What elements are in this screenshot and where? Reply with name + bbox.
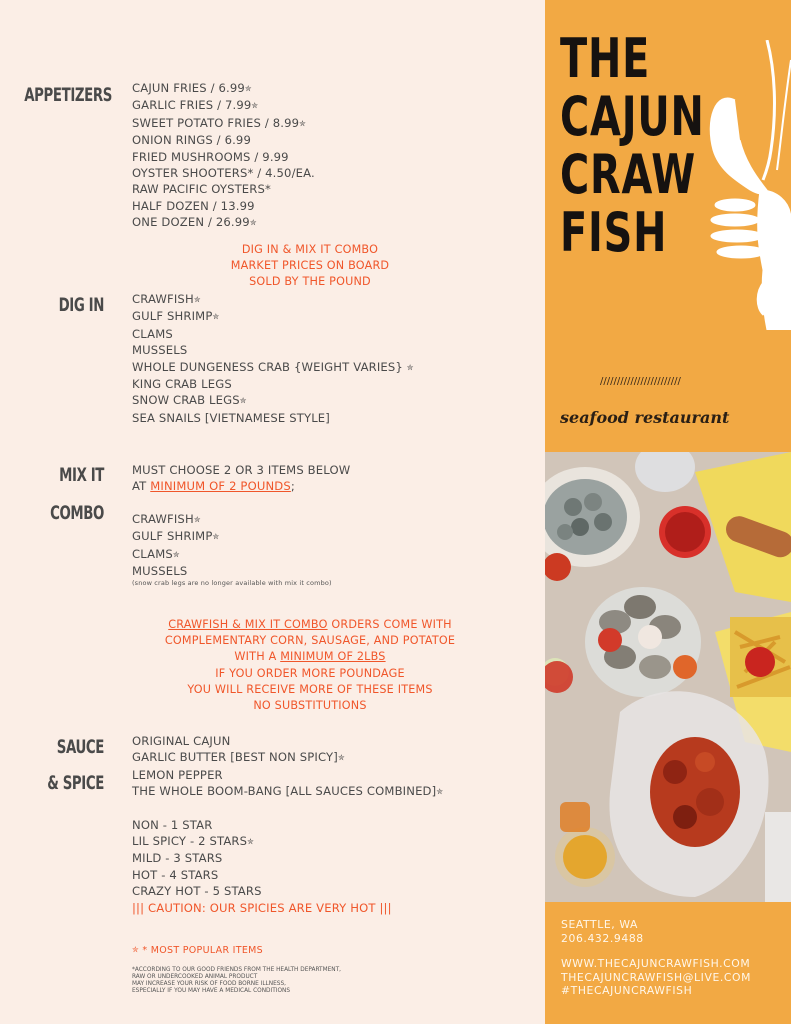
list-item: GULF SHRIMP✮ bbox=[132, 309, 220, 324]
star-icon: ✮ bbox=[193, 295, 201, 304]
list-item: MILD - 3 STARS bbox=[132, 851, 223, 866]
health-disclaimer: *ACCORDING TO OUR GOOD FRIENDS FROM THE HEALTH DEPARTMENT, RAW OR UNDERCOOKED ANIMAL PRODUCT MAY INCREASE YOUR RISK OF FOOD BORNE ILLNESS, ESPECIALLY IF YOU MAY HAVE A MEDICAL CONDITIONS bbox=[132, 967, 341, 994]
list-item: FRIED MUSHROOMS / 9.99 bbox=[132, 149, 289, 164]
star-icon: ✮ bbox=[132, 945, 140, 954]
brand-title: THE CAJUN CRAW FISH bbox=[560, 27, 705, 264]
tagline: seafood restaurant bbox=[560, 408, 730, 427]
list-item: CAJUN FRIES / 6.99✮ bbox=[132, 81, 252, 95]
appetizers-title: APPETIZERS bbox=[24, 84, 112, 106]
list-item: KING CRAB LEGS bbox=[132, 377, 232, 392]
star-icon: ✮ bbox=[212, 312, 220, 322]
sauce-list bbox=[132, 733, 443, 916]
list-item: ONE DOZEN / 26.99✮ bbox=[132, 215, 257, 230]
list-item: HOT - 4 STARS bbox=[132, 867, 219, 882]
list-item: WHOLE DUNGENESS CRAB {WEIGHT VARIES} ✮ bbox=[132, 359, 414, 374]
list-item: RAW PACIFIC OYSTERS* bbox=[132, 182, 271, 197]
list-item: SEA SNAILS [VIETNAMESE STYLE] bbox=[132, 410, 330, 425]
star-icon: ✮ bbox=[172, 549, 180, 559]
list-item: OYSTER SHOOTERS* / 4.50/EA. bbox=[132, 166, 315, 181]
hashtag: #THECAJUNCRAWFISH bbox=[561, 984, 693, 997]
list-item: CRAZY HOT - 5 STARS bbox=[132, 884, 262, 899]
minimum-link: MINIMUM OF 2 POUNDS bbox=[150, 479, 291, 494]
phone[interactable]: 206.432.9488 bbox=[561, 931, 644, 945]
list-item: GARLIC FRIES / 7.99✮ bbox=[132, 98, 259, 113]
mix-it-title: MIX IT bbox=[59, 464, 104, 486]
star-icon: ✮ bbox=[436, 787, 444, 797]
star-icon: ✮ bbox=[247, 837, 254, 847]
list-item: CLAMS✮ bbox=[132, 546, 180, 561]
sauce-title: SAUCE bbox=[56, 736, 104, 758]
list-item: MUSSELS bbox=[132, 343, 188, 358]
list-item: THE WHOLE BOOM-BANG [ALL SAUCES COMBINED]✮ bbox=[132, 784, 444, 799]
star-icon: ✮ bbox=[249, 218, 257, 228]
star-icon: ✮ bbox=[212, 532, 220, 542]
location-info bbox=[561, 918, 644, 945]
lobster-icon bbox=[705, 40, 791, 330]
divider: //////////////////////// bbox=[600, 376, 681, 387]
list-item: LIL SPICY - 2 STARS✮ bbox=[132, 834, 254, 849]
mix-it-title-2: COMBO bbox=[50, 502, 104, 524]
popular-items-note: ✮ * MOST POPULAR ITEMS bbox=[132, 945, 263, 956]
city: SEATTLE, WA bbox=[561, 918, 638, 931]
list-item: SNOW CRAB LEGS✮ bbox=[132, 393, 247, 408]
star-icon: ✮ bbox=[244, 84, 252, 93]
combo-note: CRAWFISH & MIX IT COMBO ORDERS COME WITH COMPLEMENTARY CORN, SAUSAGE, AND POTATOE WITH A MINIMUM OF 2LBS IF YOU ORDER MORE POUNDAGE YOU WILL RECEIVE MORE OF THESE ITEMS NO SUBSTITUTIONS bbox=[164, 618, 456, 713]
star-icon: ✮ bbox=[406, 362, 414, 372]
list-item: GARLIC BUTTER [BEST NON SPICY]✮ bbox=[132, 750, 345, 765]
list-item: CLAMS bbox=[132, 326, 173, 341]
list-item: SWEET POTATO FRIES / 8.99✮ bbox=[132, 115, 306, 130]
mix-it-list: MUST CHOOSE 2 OR 3 ITEMS BELOW AT MINIMUM OF 2 POUNDS; CRAWFISH✮ GULF SHRIMP✮ CLAMS✮ MUSSELS (snow crab legs are no longer available with mix it combo) bbox=[132, 463, 351, 588]
appetizers-list bbox=[132, 80, 315, 232]
star-icon: ✮ bbox=[251, 101, 259, 111]
list-item: ORIGINAL CAJUN bbox=[132, 734, 231, 748]
list-item: MUSSELS bbox=[132, 564, 188, 579]
mix-it-footnote: (snow crab legs are no longer available with mix it combo) bbox=[132, 579, 332, 588]
caution-text: ||| CAUTION: OUR SPICIES ARE VERY HOT ||| bbox=[132, 900, 392, 915]
list-item: CRAWFISH✮ bbox=[132, 292, 201, 306]
website-link[interactable]: WWW.THECAJUNCRAWFISH.COM bbox=[561, 957, 751, 970]
list-item: LEMON PEPPER bbox=[132, 767, 223, 782]
dig-in-title: DIG IN bbox=[58, 294, 104, 316]
list-item: HALF DOZEN / 13.99 bbox=[132, 198, 255, 213]
star-icon: ✮ bbox=[239, 396, 247, 406]
online-info bbox=[561, 957, 751, 998]
email-link[interactable]: THECAJUNCRAWFISH@LIVE.COM bbox=[561, 970, 752, 984]
food-photo bbox=[545, 452, 791, 902]
list-item: CRAWFISH✮ bbox=[132, 511, 201, 526]
sauce-title-2: & SPICE bbox=[47, 772, 104, 794]
star-icon: ✮ bbox=[299, 118, 306, 128]
market-price-note: DIG IN & MIX IT COMBO MARKET PRICES ON BOARD SOLD BY THE POUND bbox=[230, 243, 390, 289]
list-item: NON - 1 STAR bbox=[132, 817, 213, 832]
star-icon: ✮ bbox=[337, 753, 345, 763]
dig-in-list bbox=[132, 291, 414, 426]
list-item: GULF SHRIMP✮ bbox=[132, 529, 220, 544]
star-icon: ✮ bbox=[193, 514, 201, 524]
list-item: ONION RINGS / 6.99 bbox=[132, 133, 251, 148]
